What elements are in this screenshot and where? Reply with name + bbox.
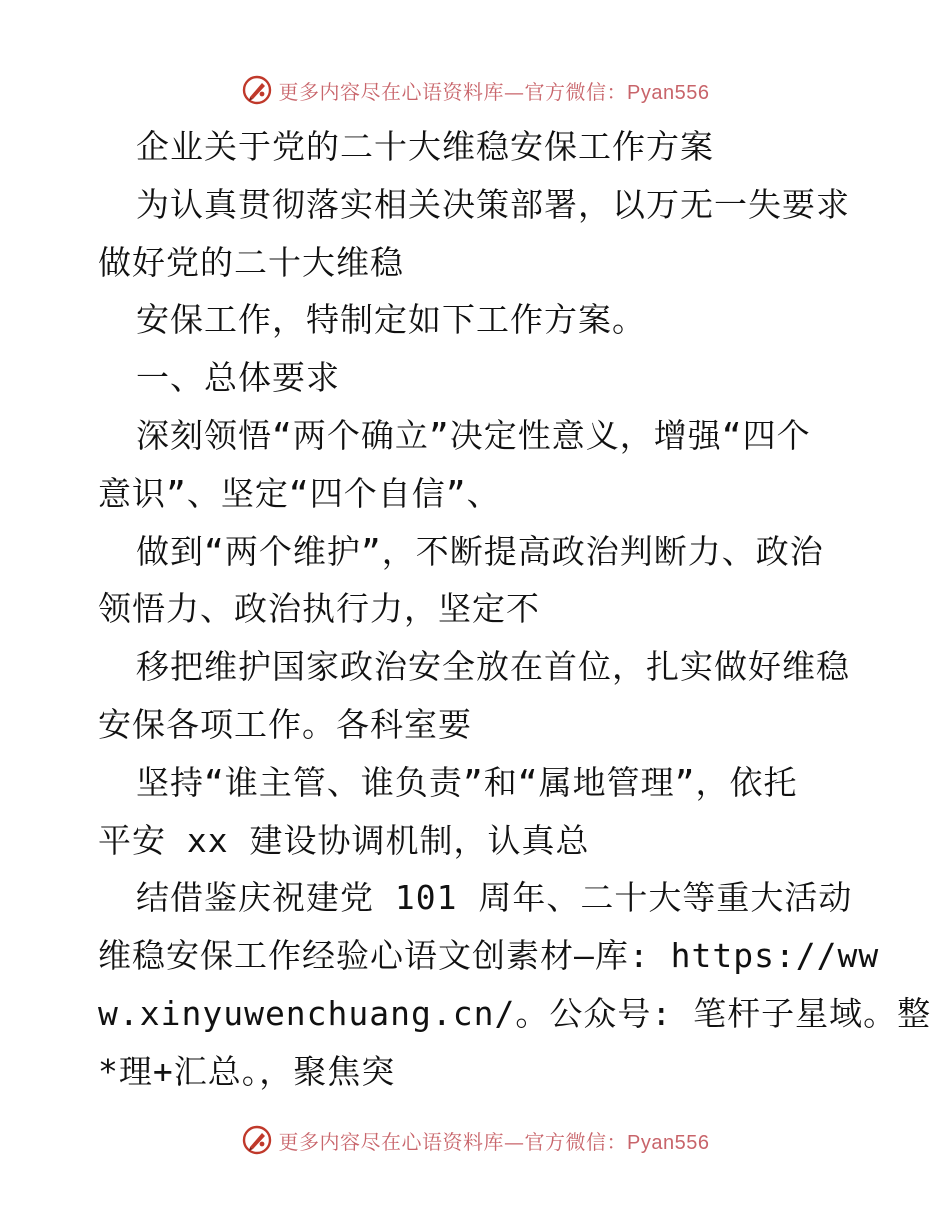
document-body	[98, 118, 932, 1101]
pen-logo-icon	[241, 1124, 273, 1156]
paragraph-line: w.xinyuwenchuang.cn/。公众号: 笔杆子星域。整	[98, 993, 932, 1033]
paragraph-line: 平安 xx 建设协调机制，认真总	[98, 820, 590, 860]
section-heading: 一、总体要求	[136, 358, 340, 398]
paragraph-line: 意识”、坚定“四个自信”、	[98, 473, 501, 513]
header-banner	[0, 70, 950, 110]
paragraph-line: 深刻领悟“两个确立”决定性意义，增强“四个	[136, 415, 811, 455]
paragraph-line: *理+汇总。，聚焦突	[98, 1051, 396, 1091]
paragraph-line: 做到“两个维护”，不断提高政治判断力、政治	[136, 531, 824, 571]
paragraph-line: 维稳安保工作经验心语文创素材—库: https://ww	[98, 936, 880, 976]
pen-logo-icon	[241, 74, 273, 106]
banner-text: 更多内容尽在心语资料库—官方微信：Pyan556	[278, 79, 710, 104]
paragraph-line: 坚持“谁主管、谁负责”和“属地管理”，依托	[136, 762, 798, 802]
document-title: 企业关于党的二十大维稳安保工作方案	[136, 127, 714, 166]
paragraph-line: 结借鉴庆祝建党 101 周年、二十大等重大活动	[136, 878, 853, 918]
paragraph-line: 为认真贯彻落实相关决策部署，以万无一失要求	[136, 184, 850, 224]
paragraph-line: 安保各项工作。各科室要	[98, 704, 472, 744]
paragraph-line: 领悟力、政治执行力，坚定不	[98, 589, 540, 629]
footer-banner	[0, 1120, 950, 1160]
banner-text: 更多内容尽在心语资料库—官方微信：Pyan556	[278, 1129, 710, 1154]
paragraph-line: 安保工作，特制定如下工作方案。	[136, 300, 646, 340]
paragraph-line: 做好党的二十大维稳	[98, 242, 404, 282]
paragraph-line: 移把维护国家政治安全放在首位，扎实做好维稳	[136, 647, 850, 687]
